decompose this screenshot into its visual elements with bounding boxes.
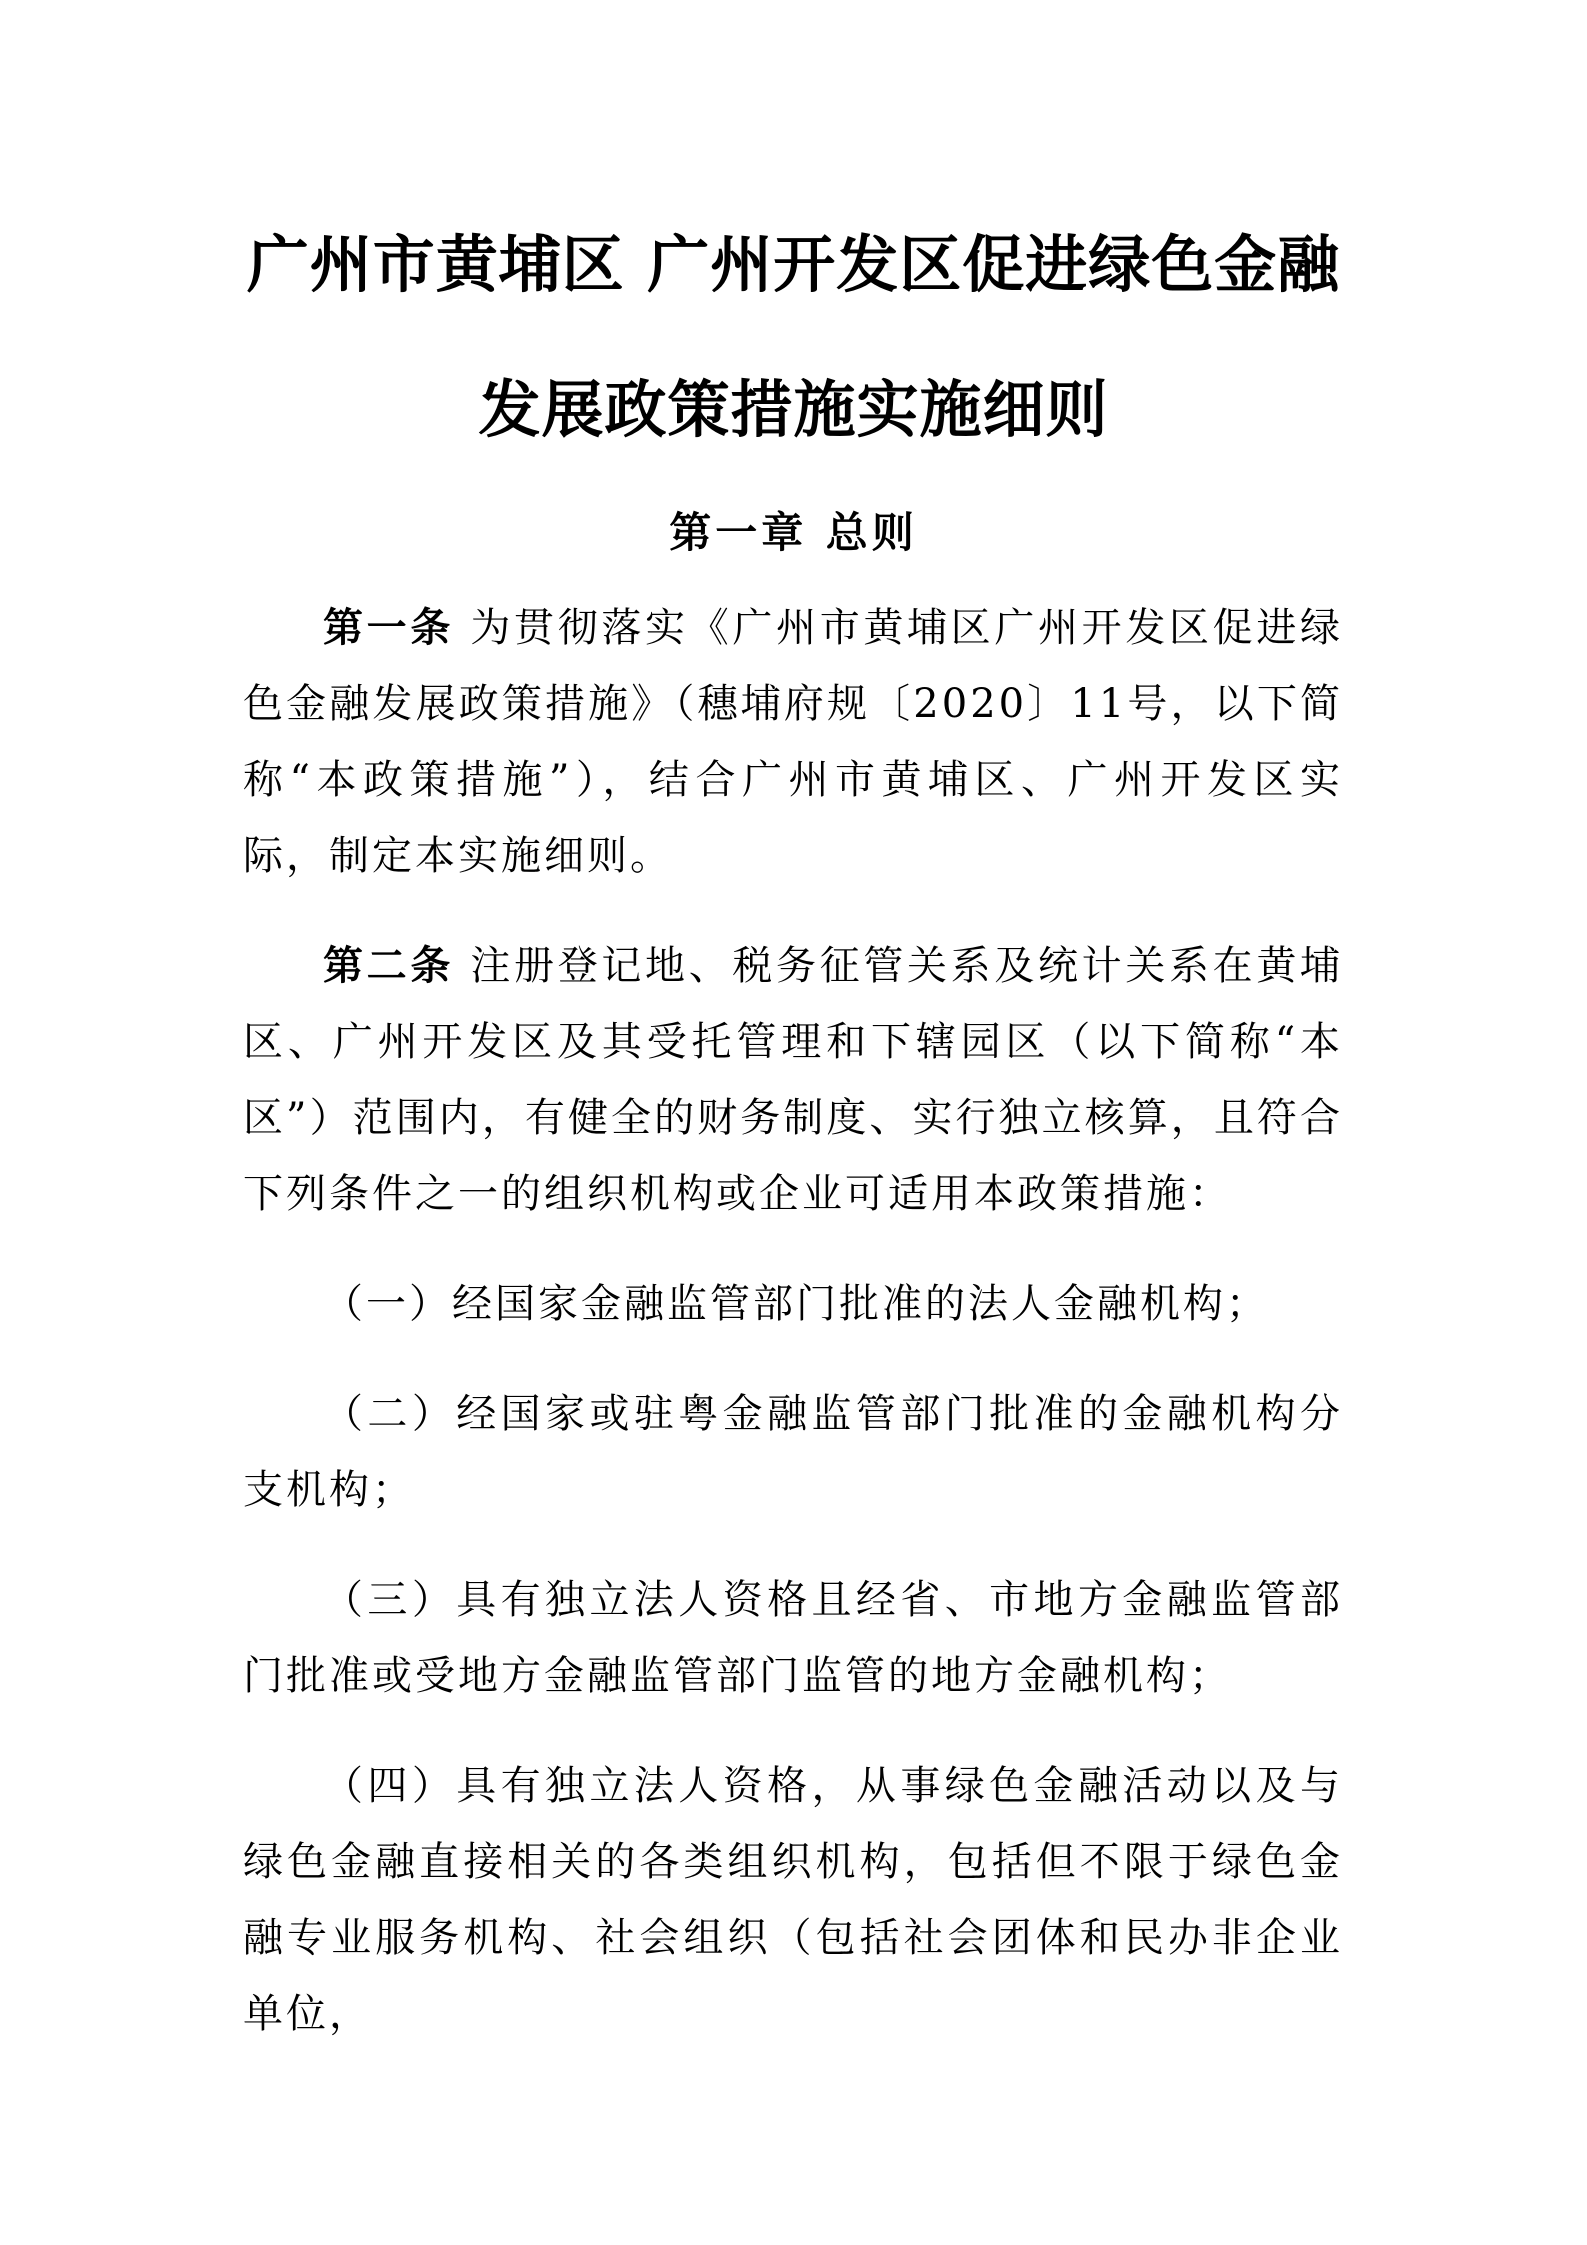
article-2-item-1: （一）经国家金融监管部门批准的法人金融机构； (323, 1281, 1269, 1327)
article-2-item-2: （二）经国家或驻粤金融监管部门批准的金融机构分支机构； (243, 1391, 1343, 1513)
article-2-number: 第二条 (323, 943, 454, 989)
article-2-text: 注册登记地、税务征管关系及统计关系在黄埔区、广州开发区及其受托管理和下辖园区（以下简称“本区”）范围内，有健全的财务制度、实行独立核算，且符合下列条件之一的组织机构或企业可适用本政策措施： (243, 943, 1344, 1217)
article-2-item-4: （四）具有独立法人资格，从事绿色金融活动以及与绿色金融直接相关的各类组织机构，包括但不限于绿色金融专业服务机构、社会组织（包括社会团体和民办非企业单位， (243, 1763, 1343, 2037)
article-1-number: 第一条 (323, 605, 454, 651)
document-body (243, 590, 1343, 2086)
document-title-line-1: 广州市黄埔区 广州开发区促进绿色金融 (246, 228, 1341, 301)
chapter-heading: 第一章 总则 (669, 508, 918, 557)
article-2 (243, 928, 1343, 1232)
article-1 (243, 590, 1343, 894)
article-1-text: 为贯彻落实《广州市黄埔区广州开发区促进绿色金融发展政策措施》（穗埔府规〔2020〕11号，以下简称“本政策措施”），结合广州市黄埔区、广州开发区实际，制定本实施细则。 (243, 605, 1344, 879)
article-2-item-3: （三）具有独立法人资格且经省、市地方金融监管部门批准或受地方金融监管部门监管的地方金融机构； (243, 1577, 1343, 1699)
document-title-line-2: 发展政策措施实施细则 (478, 373, 1109, 446)
